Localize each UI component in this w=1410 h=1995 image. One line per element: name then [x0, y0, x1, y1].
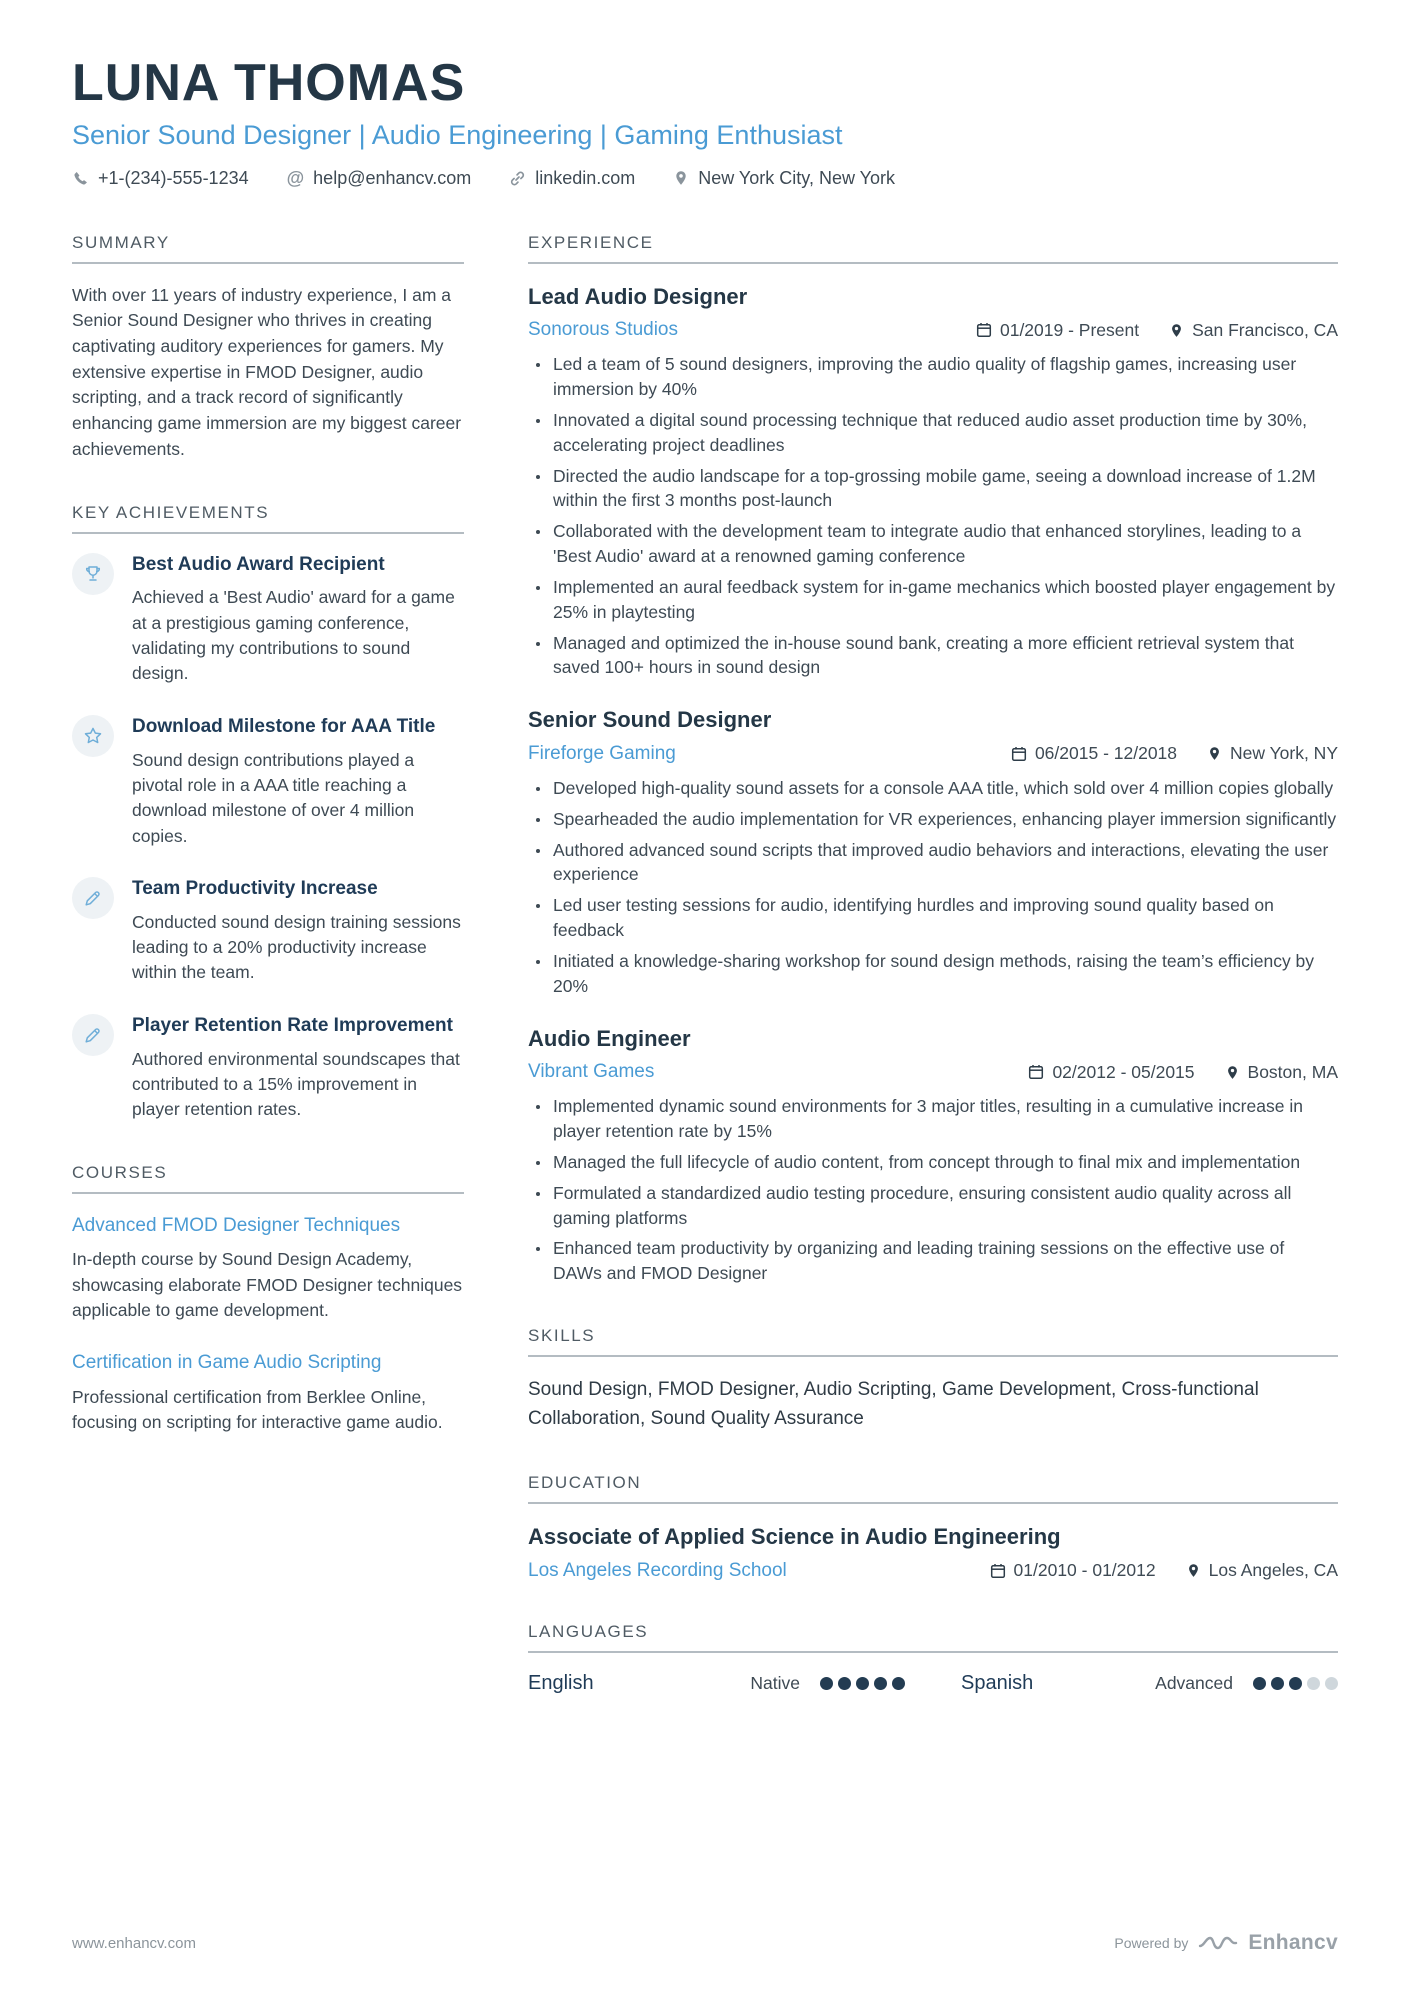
job-dates-text: 02/2012 - 05/2015 — [1052, 1061, 1195, 1082]
powered-by-label: Powered by — [1114, 1935, 1189, 1951]
level-dot — [838, 1677, 851, 1690]
education-location-text: Los Angeles, CA — [1208, 1560, 1338, 1581]
bullet-item: Enhanced team productivity by organizing and leading training sessions on the effective use of DAWs and FMOD Designer — [528, 1236, 1338, 1286]
job-dates — [976, 320, 1139, 341]
achievement-item — [72, 715, 464, 849]
page-footer — [72, 1931, 1338, 1955]
bullet-item: Collaborated with the development team to integrate audio that enhanced storylines, leading to a 'Best Audio' award at a renowned gaming conference — [528, 519, 1338, 569]
job-location — [1169, 320, 1338, 341]
achievement-body — [132, 1014, 464, 1123]
courses-section — [72, 1163, 464, 1436]
resume-columns — [72, 233, 1338, 1735]
achievement-body — [132, 877, 464, 986]
bullet-item: Implemented an aural feedback system for in-game mechanics which boosted player engagement by 25% in playtesting — [528, 575, 1338, 625]
candidate-headline: Senior Sound Designer | Audio Engineering | Gaming Enthusiast — [72, 119, 843, 150]
contact-location-text: New York City, New York — [698, 167, 896, 188]
pin-icon — [1186, 1563, 1201, 1578]
skills-heading: SKILLS — [528, 1326, 1338, 1357]
job-dates — [1011, 743, 1177, 764]
language-name: Spanish — [961, 1671, 1034, 1694]
achievement-text: Authored environmental soundscapes that contributed to a 15% improvement in player retention rates. — [132, 1048, 460, 1120]
education-entry — [528, 1523, 1338, 1582]
level-dot — [820, 1677, 833, 1690]
bullet-item: Authored advanced sound scripts that improved audio behaviors and interactions, elevating the user experience — [528, 838, 1338, 888]
course-text: Professional certification from Berklee Online, focusing on scripting for interactive game audio. — [72, 1387, 443, 1433]
languages-section — [528, 1622, 1338, 1695]
language-level-dots — [1253, 1677, 1338, 1690]
bullet-item: Innovated a digital sound processing technique that reduced audio asset production time by 30%, accelerating project deadlines — [528, 408, 1338, 458]
level-dot — [1289, 1677, 1302, 1690]
level-dot — [1307, 1677, 1320, 1690]
job-entry — [528, 283, 1338, 681]
calendar-icon — [1011, 746, 1027, 762]
job-subheader — [528, 319, 1338, 341]
enhancv-logo-icon — [1198, 1932, 1238, 1954]
achievements-section — [72, 503, 464, 1123]
contact-email[interactable] — [287, 168, 472, 189]
language-level-dots — [820, 1677, 905, 1690]
job-bullets — [528, 1094, 1338, 1286]
job-location-text: San Francisco, CA — [1192, 319, 1338, 340]
footer-site-link[interactable]: www.enhancv.com — [72, 1934, 196, 1952]
language-proficiency: Native — [750, 1672, 800, 1693]
bullet-item: Spearheaded the audio implementation for VR experiences, enhancing player immersion significantly — [528, 807, 1338, 832]
pin-icon — [673, 170, 689, 186]
summary-section — [72, 233, 464, 463]
calendar-icon — [1028, 1064, 1044, 1080]
contact-row — [72, 168, 1338, 189]
bullet-item: Led user testing sessions for audio, identifying hurdles and improving sound quality based on feedback — [528, 893, 1338, 943]
job-title: Audio Engineer — [528, 1025, 691, 1051]
job-subheader — [528, 1061, 1338, 1083]
language-item — [961, 1672, 1338, 1695]
enhancv-brand-text: Enhancv — [1248, 1931, 1338, 1954]
achievement-item — [72, 877, 464, 986]
bullet-item: Directed the audio landscape for a top-grossing mobile game, seeing a download increase of 1.2M within the first 3 months post-launch — [528, 464, 1338, 514]
bullet-item: Managed the full lifecycle of audio content, from concept through to final mix and implementation — [528, 1150, 1338, 1175]
achievement-text: Sound design contributions played a pivotal role in a AAA title reaching a download milestone of over 4 million copies. — [132, 749, 415, 846]
achievement-icon-badge — [72, 715, 114, 757]
summary-heading: SUMMARY — [72, 233, 464, 264]
school-name[interactable]: Los Angeles Recording School — [528, 1559, 787, 1581]
skills-section — [528, 1326, 1338, 1433]
bullet-item: Implemented dynamic sound environments for 3 major titles, resulting in a cumulative increase in player retention rate by 15% — [528, 1094, 1338, 1144]
achievement-body — [132, 715, 464, 849]
job-location-text: Boston, MA — [1247, 1061, 1338, 1082]
achievement-body — [132, 553, 464, 687]
course-title[interactable]: Certification in Game Audio Scripting — [72, 1352, 382, 1374]
candidate-name: LUNA THOMAS — [72, 54, 466, 112]
calendar-icon — [976, 322, 992, 338]
summary-text: With over 11 years of industry experience, I am a Senior Sound Designer who thrives in creating captivating auditory experiences for gamers. My extensive expertise in FMOD Designer, audio scripting, and a track record of significantly enhancing game immersion are my biggest career achievements. — [72, 284, 462, 459]
pin-icon — [1169, 323, 1184, 338]
achievement-title: Best Audio Award Recipient — [132, 553, 385, 575]
languages-heading: LANGUAGES — [528, 1622, 1338, 1653]
pen-icon — [83, 1025, 103, 1045]
achievement-icon-badge — [72, 553, 114, 595]
job-location-text: New York, NY — [1230, 743, 1338, 764]
course-item — [72, 1213, 464, 1324]
achievement-item — [72, 1014, 464, 1123]
contact-email-text: help@enhancv.com — [313, 167, 472, 188]
level-dot — [874, 1677, 887, 1690]
job-company[interactable]: Sonorous Studios — [528, 319, 678, 341]
language-item — [528, 1672, 905, 1695]
achievement-icon-badge — [72, 877, 114, 919]
right-column — [528, 233, 1338, 1735]
education-heading: EDUCATION — [528, 1473, 1338, 1504]
job-location — [1225, 1062, 1338, 1083]
contact-link[interactable] — [509, 168, 635, 189]
pin-icon — [1225, 1065, 1240, 1080]
achievement-title: Download Milestone for AAA Title — [132, 715, 436, 737]
job-location — [1207, 743, 1338, 764]
achievement-text: Achieved a 'Best Audio' award for a game at a prestigious gaming conference, validating my contributions to sound design. — [132, 587, 455, 684]
bullet-item: Led a team of 5 sound designers, improving the audio quality of flagship games, increasing user immersion by 40% — [528, 352, 1338, 402]
experience-heading: EXPERIENCE — [528, 233, 1338, 264]
job-title: Lead Audio Designer — [528, 283, 748, 309]
powered-by-block[interactable] — [1114, 1931, 1338, 1955]
course-title[interactable]: Advanced FMOD Designer Techniques — [72, 1214, 401, 1236]
education-subheader — [528, 1560, 1338, 1582]
level-dot — [856, 1677, 869, 1690]
level-dot — [892, 1677, 905, 1690]
contact-phone[interactable] — [72, 168, 249, 189]
education-section — [528, 1473, 1338, 1582]
level-dot — [1271, 1677, 1284, 1690]
education-location — [1186, 1560, 1338, 1581]
language-proficiency: Advanced — [1155, 1672, 1233, 1693]
star-icon — [83, 726, 103, 746]
job-entry — [528, 1025, 1338, 1287]
job-bullets — [528, 352, 1338, 680]
languages-row — [528, 1672, 1338, 1695]
education-dates — [990, 1560, 1156, 1581]
skills-text: Sound Design, FMOD Designer, Audio Scripting, Game Development, Cross-functional Collaboration, Sound Quality Assurance — [528, 1379, 1259, 1429]
bullet-item: Formulated a standardized audio testing procedure, ensuring consistent audio quality across all gaming platforms — [528, 1181, 1338, 1231]
contact-location — [673, 168, 895, 189]
job-company[interactable]: Vibrant Games — [528, 1061, 655, 1083]
achievement-item — [72, 553, 464, 687]
language-name: English — [528, 1671, 594, 1694]
left-column — [72, 233, 464, 1735]
trophy-icon — [83, 564, 103, 584]
course-text: In-depth course by Sound Design Academy, showcasing elaborate FMOD Designer techniques applicable to game development. — [72, 1249, 463, 1321]
job-dates — [1028, 1062, 1194, 1083]
experience-section — [528, 233, 1338, 1287]
achievement-text: Conducted sound design training sessions leading to a 20% productivity increase within the team. — [132, 911, 461, 983]
bullet-item: Managed and optimized the in-house sound bank, creating a more efficient retrieval system that saved 100+ hours in sound design — [528, 631, 1338, 681]
job-bullets — [528, 776, 1338, 999]
level-dot — [1253, 1677, 1266, 1690]
job-dates-text: 01/2019 - Present — [999, 319, 1140, 340]
resume-header — [72, 56, 1338, 189]
courses-heading: COURSES — [72, 1163, 464, 1194]
bullet-item: Initiated a knowledge-sharing workshop for sound design methods, raising the team’s efficiency by 20% — [528, 949, 1338, 999]
pin-icon — [1207, 746, 1222, 761]
job-company[interactable]: Fireforge Gaming — [528, 742, 676, 764]
job-title: Senior Sound Designer — [528, 707, 772, 733]
level-dot — [1325, 1677, 1338, 1690]
job-dates-text: 06/2015 - 12/2018 — [1034, 743, 1178, 764]
achievements-heading: KEY ACHIEVEMENTS — [72, 503, 464, 534]
achievement-title: Player Retention Rate Improvement — [132, 1014, 453, 1036]
link-icon — [509, 170, 526, 187]
job-entry — [528, 706, 1338, 998]
job-subheader — [528, 743, 1338, 765]
achievement-title: Team Productivity Increase — [132, 878, 378, 899]
contact-phone-text: +1-(234)-555-1234 — [98, 167, 249, 188]
education-dates-text: 01/2010 - 01/2012 — [1013, 1560, 1156, 1581]
achievement-icon-badge — [72, 1014, 114, 1056]
calendar-icon — [990, 1563, 1006, 1579]
bullet-item: Developed high-quality sound assets for a console AAA title, which sold over 4 million copies globally — [528, 776, 1338, 801]
contact-link-text: linkedin.com — [535, 167, 636, 188]
course-item — [72, 1350, 464, 1435]
at-icon: @ — [286, 167, 305, 188]
phone-icon — [72, 170, 89, 187]
wand-icon — [83, 888, 103, 908]
degree-title: Associate of Applied Science in Audio Engineering — [528, 1524, 1061, 1550]
